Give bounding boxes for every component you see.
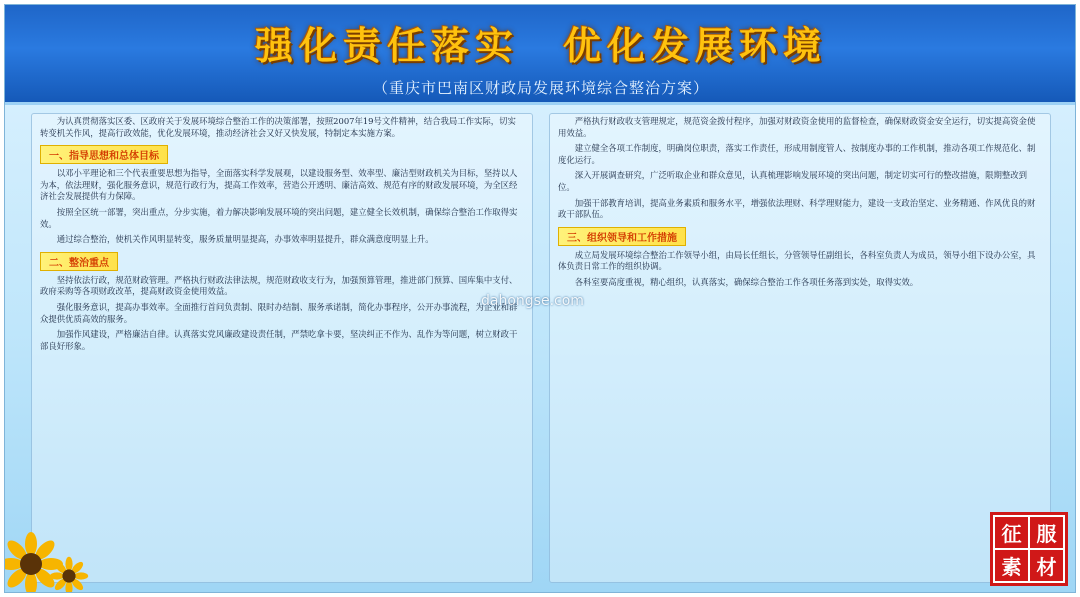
body-paragraph: 以邓小平理论和三个代表重要思想为指导，全面落实科学发展观，以建设服务型、效率型、廉洁型财政机关为目标，坚持以人为本，依法理财，强化服务意识，规范行政行为，提高工作效率，营造公开透明、廉洁高效、规范有序的财政发展环境，为全区经济社会发展提供有力保障。 — [40, 168, 518, 202]
body-paragraph: 通过综合整治，使机关作风明显转变，服务质量明显提高，办事效率明显提升，群众满意度明显上升。 — [56, 234, 434, 245]
body-paragraph: 按照全区统一部署，突出重点，分步实施，着力解决影响发展环境的突出问题，建立健全长效机制，确保综合整治工作取得实效。 — [40, 206, 518, 229]
body-paragraph: 成立局发展环境综合整治工作领导小组，由局长任组长，分管领导任副组长，各科室负责人为成员，领导小组下设办公室，具体负责日常工作的组织协调。 — [558, 249, 1036, 272]
body-paragraph: 各科室要高度重视，精心组织，认真落实，确保综合整治工作各项任务落到实处，取得实效。 — [574, 276, 919, 287]
body-paragraph: 深入开展调查研究，广泛听取企业和群众意见，认真梳理影响发展环境的突出问题，制定切实可行的整改措施，限期整改到位。 — [558, 170, 1028, 192]
body-paragraph: 坚持依法行政，规范财政管理。严格执行财政法律法规，规范财政收支行为，加强预算管理，推进部门预算、国库集中支付、政府采购等各项财政改革，提高财政资金使用效益。 — [40, 274, 518, 297]
intro-paragraph: 严格执行财政收支管理规定，规范资金拨付程序，加强对财政资金使用的监督检查，确保财政资金安全运行，切实提高资金使用效益。 — [558, 116, 1036, 138]
body-paragraph: 强化服务意识，提高办事效率。全面推行首问负责制、限时办结制、服务承诺制，简化办事程序，公开办事流程，为企业和群众提供优质高效的服务。 — [40, 301, 518, 324]
stamp-char: 服 — [1030, 517, 1063, 548]
notice-board — [4, 4, 1076, 593]
page-title: 强化责任落实 优化发展环境 — [254, 23, 827, 68]
watermark-text: dahongse.com — [481, 293, 584, 309]
section-heading: 三、组织领导和工作措施 — [558, 227, 686, 246]
stamp-char: 素 — [995, 550, 1028, 581]
header-banner — [5, 5, 1076, 105]
body-paragraph: 建立健全各项工作制度，明确岗位职责，落实工作责任，形成用制度管人、按制度办事的工作机制，推动各项工作规范化、制度化运行。 — [558, 143, 1036, 165]
stamp-char: 征 — [995, 517, 1028, 548]
sunflower-icon — [5, 520, 95, 593]
page-subtitle: （重庆市巴南区财政局发展环境综合整治方案） — [372, 79, 709, 97]
watermark-stamp — [990, 512, 1068, 586]
body-paragraph: 加强干部教育培训，提高业务素质和服务水平，增强依法理财、科学理财能力，建设一支政治坚定、业务精通、作风优良的财政干部队伍。 — [558, 197, 1036, 220]
body-paragraph: 加强作风建设，严格廉洁自律。认真落实党风廉政建设责任制，严禁吃拿卡要，坚决纠正不作为、乱作为等问题，树立财政干部良好形象。 — [40, 329, 518, 351]
right-text-panel — [549, 113, 1051, 583]
stamp-char: 材 — [1030, 550, 1063, 581]
intro-paragraph: 为认真贯彻落实区委、区政府关于发展环境综合整治工作的决策部署，按照2007年19号文件精神，结合我局工作实际，切实转变机关作风，提高行政效能，优化发展环境，推动经济社会又好又快发展，特制定本实施方案。 — [40, 116, 516, 138]
section-heading: 一、指导思想和总体目标 — [40, 145, 168, 164]
left-text-panel — [31, 113, 533, 583]
section-heading: 二、整治重点 — [40, 252, 118, 271]
